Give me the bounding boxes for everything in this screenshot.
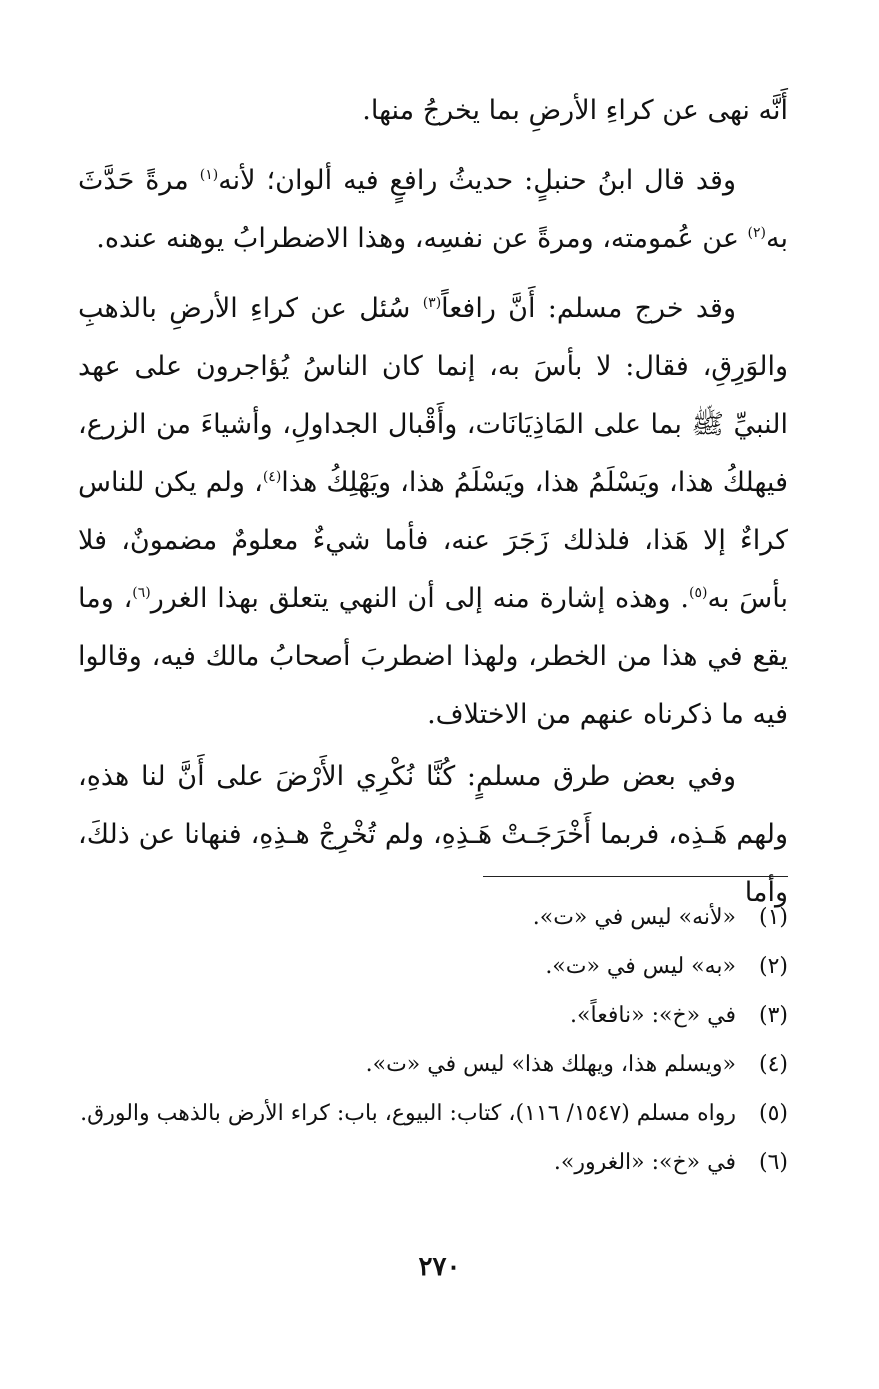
footnote-divider	[483, 876, 788, 877]
text-segment: سُئل عن كراءِ الأرضِ بالذهبِ والوَرِقِ، فقال: لا بأسَ به، إنما كان الناسُ يُؤاجرون على عهد النبيِّ ﷺ بما على المَاذِيَانَات، وأَقْبال الجداولِ، وأشياءَ من الزرع، فيهلكُ هذا، ويَسْلَمُ هذا، ويَسْلَمُ هذا، ويَهْلِكُ هذا	[78, 293, 788, 498]
footnote-number: (٣)	[758, 1003, 788, 1028]
footnote-number: (١)	[758, 905, 788, 930]
footnote-number: (٤)	[758, 1052, 788, 1077]
text-segment: ، ولم يكن للناس كراءٌ إلا هَذا، فلذلك زَجَرَ عنه، فأما شيءٌ معلومٌ مضمونٌ، فلا بأسَ به	[78, 467, 788, 614]
footnote-ref-4[interactable]: (٤)	[262, 469, 282, 485]
footnote-text: رواه مسلم (١٥٤٧/ ١١٦)، كتاب: البيوع، باب: كراء الأرض بالذهب والورق.	[80, 1101, 736, 1126]
footnote-4	[78, 1040, 788, 1089]
footnote-number: (٥)	[758, 1101, 788, 1126]
footnote-ref-5[interactable]: (٥)	[689, 585, 708, 601]
footnote-number: (٦)	[758, 1150, 788, 1175]
text-segment: عن عُمومته، ومرةً عن نفسِه، وهذا الاضطرابُ يوهنه عنده.	[96, 223, 739, 254]
footnotes	[78, 893, 788, 1187]
text-segment: .	[680, 583, 689, 614]
footnote-1	[78, 893, 788, 942]
footnote-number: (٢)	[758, 954, 788, 979]
footnote-ref-2[interactable]: (٢)	[747, 225, 766, 241]
footnote-5	[78, 1089, 788, 1138]
footnote-ref-6[interactable]: (٦)	[132, 585, 151, 601]
footnote-ref-3[interactable]: (٣)	[422, 295, 442, 311]
footnote-6	[78, 1138, 788, 1187]
paragraph-3	[78, 280, 788, 744]
text-segment: وقد خرج مسلم: أَنَّ رافعاً	[441, 293, 736, 324]
footnote-text: «لأنه» ليس في «ت».	[532, 905, 736, 930]
footnote-2	[78, 942, 788, 991]
text-segment: وهذه إشارة منه إلى أن النهي يتعلق بهذا الغرر	[150, 583, 671, 614]
paragraph-1	[78, 82, 788, 140]
text-segment: مرةً حَدَّثَ به	[78, 165, 788, 254]
text-segment: وقد قال ابنُ حنبلٍ: حديثُ رافعٍ فيه ألوان؛ لأنه	[218, 165, 737, 196]
footnote-text: «به» ليس في «ت».	[545, 954, 736, 979]
page-number: ٢٧٠	[418, 1252, 461, 1282]
footnote-ref-1[interactable]: (١)	[199, 167, 219, 183]
footnote-text: في «خ»: «الغرور».	[553, 1150, 736, 1175]
footnote-text: في «خ»: «نافعاً».	[570, 1003, 736, 1028]
paragraph-1-text: أَنَّه نهى عن كراءِ الأرضِ بما يخرجُ منها.	[362, 95, 788, 126]
footnote-3	[78, 991, 788, 1040]
main-text	[78, 82, 788, 934]
text-segment: ، وما يقع في هذا من الخطر، ولهذا اضطربَ أصحابُ مالك فيه، وقالوا فيه ما ذكرناه عنهم من الاختلاف.	[78, 583, 788, 730]
paragraph-4-text: وفي بعض طرق مسلمٍ: كُنَّا نُكْرِي الأَرْضَ على أَنَّ لنا هذهِ، ولهم هَـذِه، فربما أَخْرَجَـتْ هَـذِهِ، ولم تُخْرِجْ هـذِهِ، فنهانا عن ذلكَ، وأما	[78, 761, 788, 908]
paragraph-2	[78, 152, 788, 268]
footnote-text: «ويسلم هذا، ويهلك هذا» ليس في «ت».	[365, 1052, 736, 1077]
